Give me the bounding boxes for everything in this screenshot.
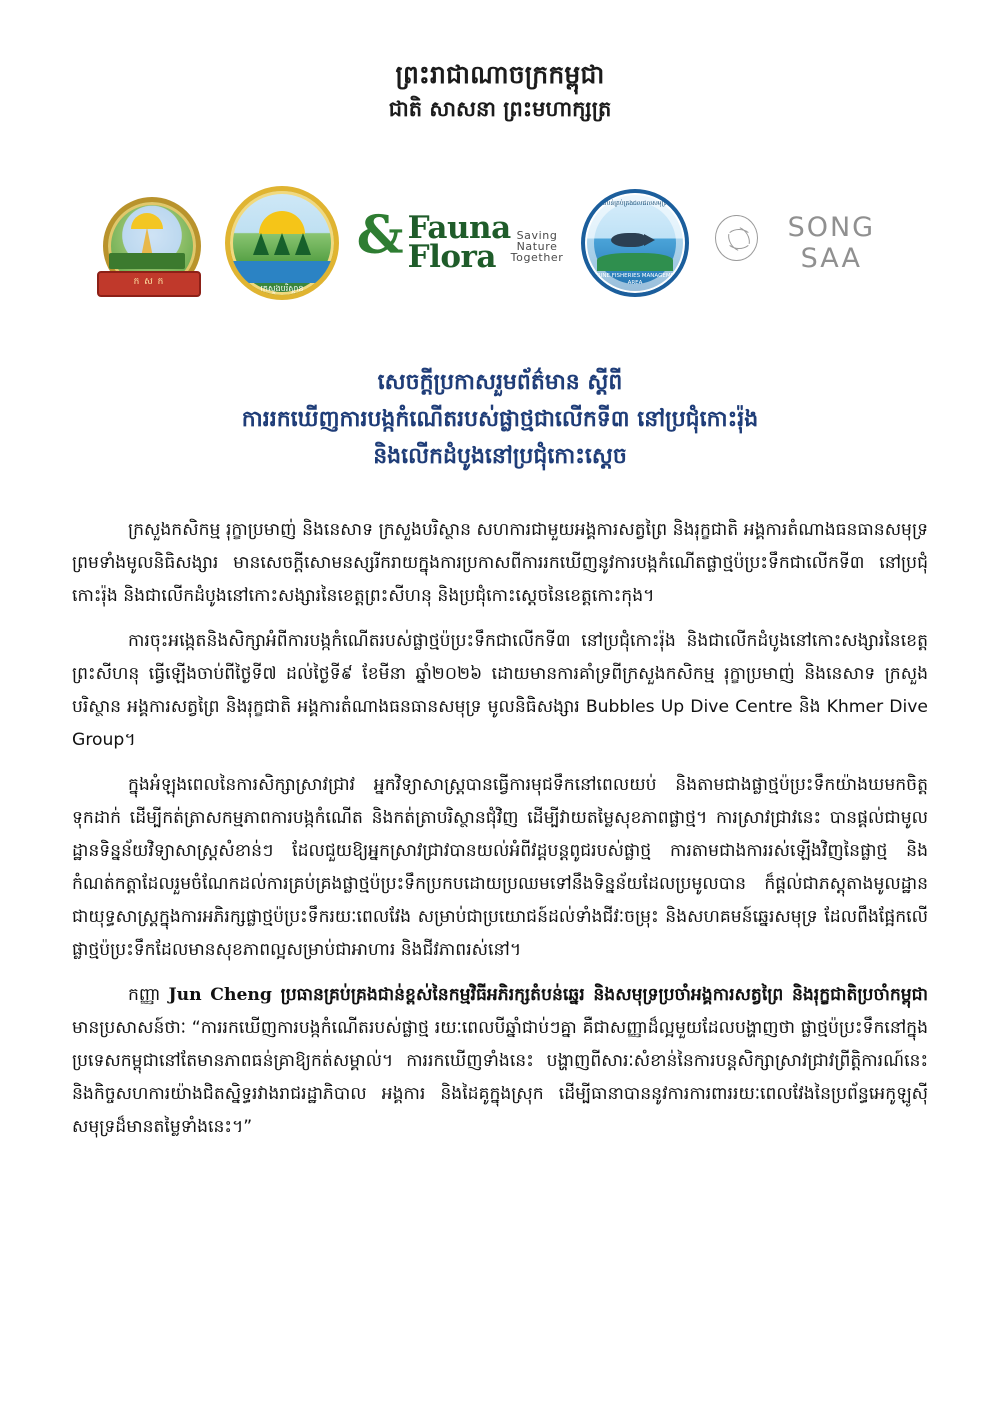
paragraph-1: ក្រសួងកសិកម្ម រុក្ខាប្រមាញ់ និងនេសាទ ក្រសួងបរិស្ថាន សហការជាមួយអង្គការសត្វព្រៃ និងរុក្ខជាតិ អង្គការតំណាងធនធានសមុទ្រ ព្រមទាំងមូលនិធិសង្សារ មានសេចក្តីសោមនស្សរីករាយក្នុងការប្រកាសពីការរកឃើញនូវការបង្កកំណើតផ្លាថ្មប៉ប្រះទឹកជាលើកទី៣ នៅប្រជុំកោះរ៉ុង និងជាលើកដំបូងនៅកោះសង្សារនៃខេត្តព្រះសីហនុ និងប្រជុំកោះស្តេចនៃខេត្តកោះកុង។	[72, 520, 928, 607]
song-saa-wordmark: SONG SAA	[787, 212, 876, 275]
speaker-name: Jun Cheng	[168, 985, 272, 1006]
moe-caption: ក្រសួងបរិស្ថាន	[260, 284, 304, 294]
marine-fisheries-management-area-logo	[581, 189, 689, 297]
song-saa-mark-icon	[715, 215, 758, 261]
mfma-top-caption: តំបន់គ្រប់គ្រងជលផលសមុទ្រ	[602, 200, 668, 208]
paragraph-4	[72, 979, 928, 1144]
quote-text: មានប្រសាសន៍ថាៈ “ការរកឃើញការបង្កកំណើតរបស់ផ្លាថ្ម រយៈពេលបីឆ្នាំជាប់ៗគ្នា គឺជាសញ្ញាដ៏ល្អមួយដែលបង្ហាញថា ផ្លាថ្មប៉ប្រះទឹកនៅក្នុងប្រទេសកម្ពុជានៅតែមានភាពធន់គ្រាឱ្យកត់សម្គាល់។ ការរកឃើញទាំងនេះ បង្ហាញពីសារៈសំខាន់នៃការបន្តសិក្សាស្រាវជ្រាវព្រីត្តិការណ៍នេះ និងកិច្ចសហការយ៉ាងជិតស្និទ្ធរវាងរាជរដ្ឋាភិបាល អង្គការ និងដៃគូក្នុងស្រុក ដើម្បីធានាបាននូវការការពាររយៈពេលវែងនៃប្រព័ន្ធអេកូឡូស៊ីសមុទ្រដ៏មានតម្លៃទាំងនេះ។”	[72, 1018, 928, 1138]
logo-strip	[72, 183, 928, 303]
speaker-org: រុក្ខជាតិប្រចាំកម្ពុជា	[813, 985, 929, 1006]
document-header	[72, 58, 928, 125]
ministry-of-environment-icon	[225, 186, 339, 300]
document-body	[72, 514, 928, 1144]
title-line-1: សេចក្តីប្រកាសរួមព័ត៌មាន ស្តីពី	[377, 370, 623, 396]
royal-government-emblem-icon	[95, 187, 199, 299]
song-saa-logo	[715, 212, 905, 274]
title-line-3: និងលើកដំបូងនៅប្រជុំកោះស្តេច	[373, 444, 627, 470]
royal-government-emblem-logo	[95, 187, 199, 299]
fauna-flora-tagline: Saving Nature Together	[510, 228, 564, 264]
paragraph-3: ក្នុងអំឡុងពេលនៃការសិក្សាស្រាវជ្រាវ អ្នកវិទ្យាសាស្ត្របានធ្វើការមុជទឹកនៅពេលយប់ និងតាមជាងផ្លាថ្មប៉ប្រះទឹកយ៉ាងឃមកចិត្តទុកដាក់ ដើម្បីកត់ត្រាសកម្មភាពការបង្កកំណើត និងកត់ត្រាបរិស្ថានជុំវិញ ដើម្បីវាយតម្លៃសុខភាពផ្លាថ្ម។ ការស្រាវជ្រាវនេះ បានផ្តល់ជាមូលដ្ឋានទិន្នន័យវិទ្យាសាស្ត្រសំខាន់ៗ ដែលជួយឱ្យអ្នកស្រាវជ្រាវបានយល់អំពីវដ្តបន្តពូជរបស់ផ្លាថ្ម ការតាមជាងការរស់ឡើងវិញនៃផ្លាថ្ម និងកំណត់កត្តាដែលរួមចំណែកដល់ការគ្រប់គ្រងផ្លាថ្មប៉ប្រះទឹកប្រកបដោយប្រឈមទៅនឹងទិន្នន័យដែលប្រមូលបាន ក៏ផ្តល់ជាភស្តុតាងមូលដ្ឋានជាយុទ្ធសាស្ត្រក្នុងការអភិរក្សផ្លាថ្មប៉ប្រះទឹករយៈពេលវែង សម្រាប់ជាប្រយោជន៍ដល់ទាំងជីវៈចម្រុះ និងសហគមន៍ឆ្នេរសមុទ្រ ដែលពឹងផ្អែកលើផ្លាថ្មប៉ប្រះទឹកដែលមានសុខភាពល្អសម្រាប់ជាអាហារ និងជីវភាពរស់នៅ។	[72, 775, 928, 961]
speaker-role: ប្រធានគ្រប់គ្រងជាន់ខ្ពស់នៃកម្មវិធីអភិរក្សតំបន់ឆ្នេរ និងសមុទ្រប្រចាំអង្គការសត្វព្រៃ និង	[271, 985, 814, 1006]
ministry-of-environment-logo	[225, 186, 339, 300]
paragraph-2: ការចុះអង្កេតនិងសិក្សាអំពីការបង្កកំណើតរបស់ផ្លាថ្មប៉ប្រះទឹកជាលើកទី៣ នៅប្រជុំកោះរ៉ុង និងជាលើកដំបូងនៅកោះសង្សារនៃខេត្តព្រះសីហនុ ធ្វើឡើងចាប់ពីថ្ងៃទី៧ ដល់ថ្ងៃទី៩ ខែមីនា ឆ្នាំ២០២៦ ដោយមានការគាំទ្រពីក្រសួងកសិកម្ម រុក្ខាប្រមាញ់ និងនេសាទ ក្រសួងបរិស្ថាន អង្គការសត្វព្រៃ និងរុក្ខជាតិ អង្គការតំណាងធនធានសមុទ្រ មូលនិធិសង្សារ Bubbles Up Dive Centre និង Khmer Dive Group។	[72, 631, 928, 751]
mfma-icon	[581, 189, 689, 297]
emblem-ribbon-text: ក ស ក	[133, 277, 165, 288]
fauna-and-flora-logo	[356, 205, 564, 276]
quote-lead-in: កញ្ញា	[128, 985, 169, 1006]
page-title	[72, 365, 928, 476]
fauna-word: Fauna	[407, 210, 511, 247]
mfma-bottom-caption: MARINE FISHERIES MANAGEMENT AREA	[588, 273, 682, 287]
national-motto: ជាតិ សាសនា ព្រះមហាក្សត្រ	[388, 96, 612, 121]
kingdom-title: ព្រះរាជាណាចក្រកម្ពុជា	[395, 60, 605, 89]
ampersand-icon: &	[356, 205, 404, 267]
flora-word: Flora	[407, 239, 496, 276]
title-line-2: ការរកឃើញការបង្កកំណើតរបស់ផ្លាថ្មជាលើកទី៣ នៅប្រជុំកោះរ៉ុង	[241, 407, 759, 433]
